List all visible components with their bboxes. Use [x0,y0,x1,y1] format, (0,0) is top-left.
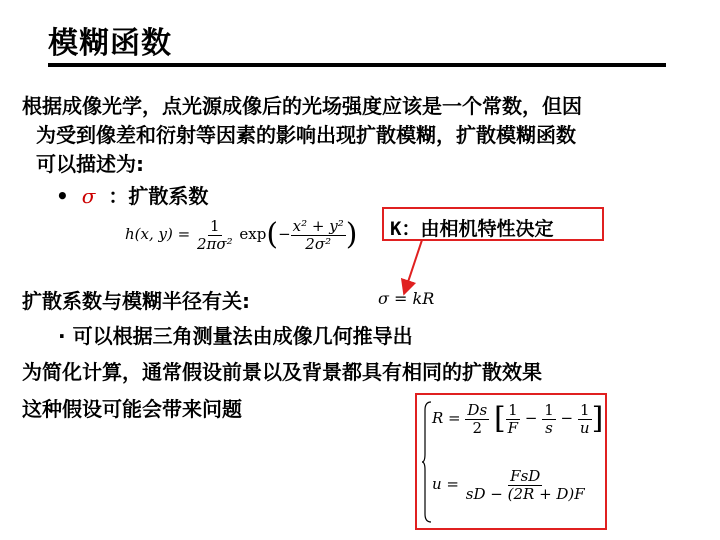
u-num: FsD [510,467,541,485]
h-coef-den: 2πσ² [196,234,233,253]
slide-title: 模糊函数 [48,26,172,61]
h-lhs: h(x, y) = [125,225,191,243]
sigma-definition [56,180,208,209]
intro-line-1: 根据成像光学，点光源成像后的光场强度应该是一个常数，但因 [22,94,582,118]
spread-relation-text: 扩散系数与模糊半径有关: [22,289,250,313]
sigma-kr-formula: σ = kR [378,289,435,308]
blur-function-formula: h(x, y) = $\frac{1}{\text{2πσ²}}$ exp(− $\frac{\text{x² + y²}}{\text{2σ²}}$ ) [125,217,358,253]
k-note-text: K：由相机特性决定 [390,218,554,240]
paren-left: ( [266,217,279,252]
sigma-symbol: σ [81,184,96,208]
h-exp-num: x² + y² [292,217,344,235]
exp-function: exp [239,225,267,243]
radius-formula [432,402,603,436]
h-coef-num: 1 [210,217,220,235]
R-f1-den: F [507,418,519,437]
R-minus-2: − [560,409,574,427]
bracket-left: [ [493,401,506,436]
R-f3-num: 1 [579,401,590,419]
R-coef-den: 2 [472,418,483,437]
k-arrow-icon [400,236,440,296]
u-lhs: u = [432,475,459,493]
R-f2-num: 1 [544,401,554,419]
R-frac-s [542,402,556,436]
h-exponent-fraction [291,218,346,252]
title-underline [48,63,666,67]
bullet-marker: • [56,184,69,208]
u-fraction [464,468,587,502]
triangulation-text: 可以根据三角测量法由成像几何推导出 [72,324,413,348]
R-frac-u [578,402,592,436]
triangulation-bullet [58,320,413,349]
R-f2-den: s [545,418,553,437]
simplify-text: 为简化计算，通常假设前景以及背景都具有相同的扩散效果 [22,360,542,384]
R-f3-den: u [579,418,590,437]
u-den: sD − (2R + D)F [465,484,585,503]
bullet-marker-2: · [58,324,66,348]
h-coefficient-fraction [195,218,235,252]
R-coef-num: Ds [467,401,488,419]
h-exp-den: 2σ² [305,234,332,253]
intro-line-3: 可以描述为: [36,152,144,176]
u-formula [432,468,587,502]
intro-paragraph [22,92,712,179]
R-coef-fraction [465,402,489,436]
bracket-right: ] [591,401,604,436]
problem-text: 这种假设可能会带来问题 [22,397,242,421]
sigma-description: ：扩散系数 [108,184,209,208]
R-f1-num: 1 [508,401,518,419]
paren-right: ) [345,217,358,252]
R-frac-F [506,402,520,436]
intro-line-2: 为受到像差和衍射等因素的影响出现扩散模糊，扩散模糊函数 [36,123,576,147]
R-lhs: R = [432,409,461,427]
R-minus-1: − [524,409,538,427]
